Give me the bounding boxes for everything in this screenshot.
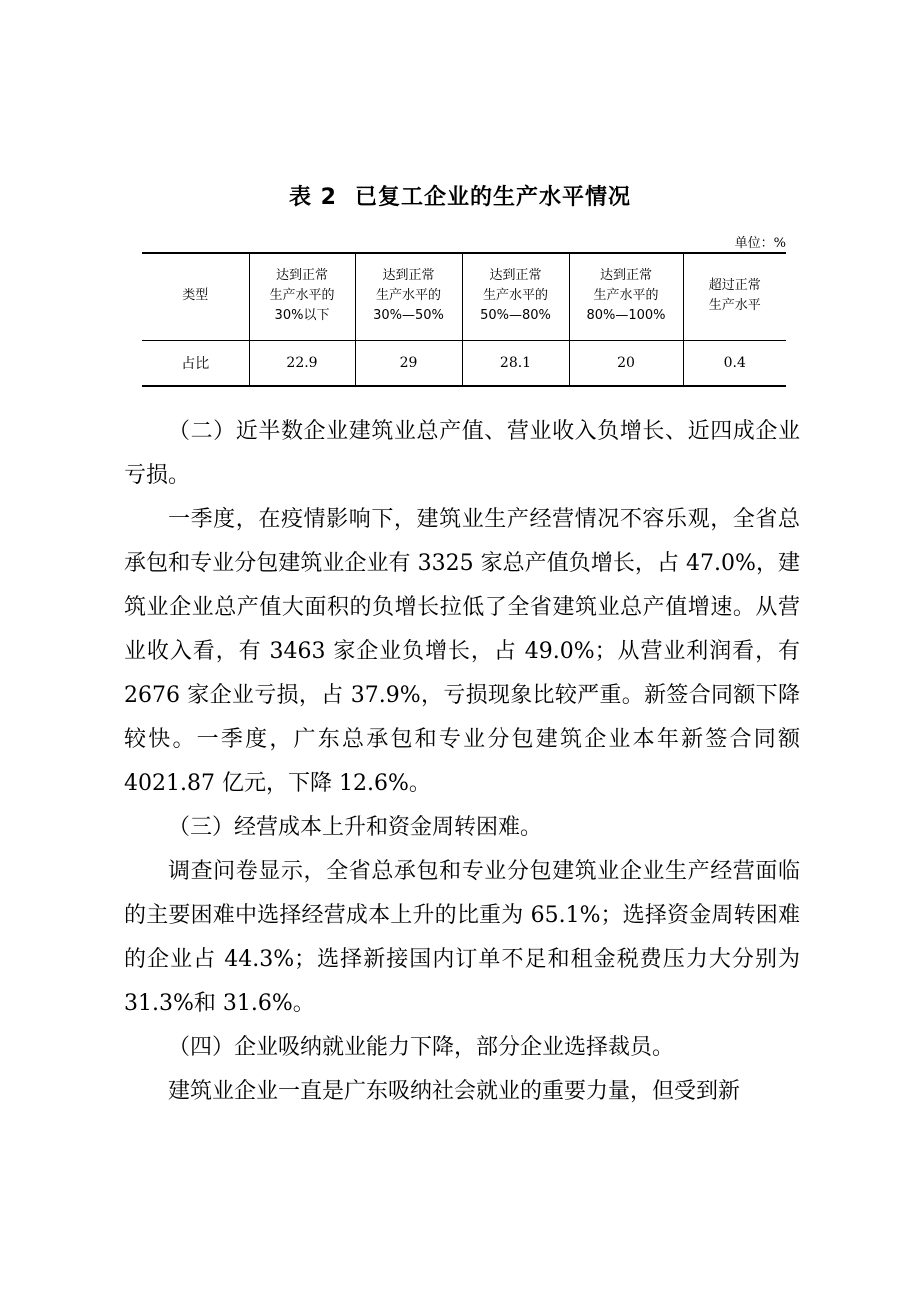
section-heading-3: （三）经营成本上升和资金周转困难。 [168,815,543,840]
table-header-row [142,252,786,341]
table-cell: 28.1 [462,341,569,386]
table-title-text: 已复工企业的生产水平情况 [354,185,631,210]
table-cell: 20 [569,341,683,386]
table-title [0,180,920,211]
production-level-table [142,252,786,385]
section-body-4: 建筑业企业一直是广东吸纳社会就业的重要力量，但受到新 [168,1079,741,1104]
table-cell: 占比 [181,356,210,372]
header-cell: 类型 [142,252,249,341]
table-cell: 22.9 [249,341,355,386]
section-body-3: 调查问卷显示，全省总承包和专业分包建筑业企业生产经营面临的主要困难中选择经营成本上升的比重为 65.1%；选择资金周转困难的企业占 44.3%；选择新接国内订单不足和租金税费压力大分别为 31.3%和 31.6%。 [124,859,800,1016]
table-bottom-rule [142,385,786,387]
section-heading-4: （四）企业吸纳就业能力下降，部分企业选择裁员。 [168,1035,675,1060]
table-row [142,341,786,386]
header-cell: 达到正常 生产水平的 80%—100% [569,252,683,341]
header-cell: 达到正常 生产水平的 30%以下 [249,252,355,341]
table-cell: 29 [355,341,462,386]
section-body-2: 一季度，在疫情影响下，建筑业生产经营情况不容乐观，全省总承包和专业分包建筑业企业有 3325 家总产值负增长，占 47.0%，建筑业企业总产值大面积的负增长拉低了全省建筑业总产值增速。从营业收入看，有 3463 家企业负增长，占 49.0%；从营业利润看，有 2676 家企业亏损，占 37.9%，亏损现象比较严重。新签合同额下降较快。一季度，广东总承包和专业分包建筑企业本年新签合同额 4021.87 亿元，下降 12.6%。 [124,507,800,796]
unit-label: 单位：% [734,236,786,251]
table-cell: 0.4 [683,341,786,386]
header-cell: 超过正常 生产水平 [683,252,786,341]
table-number: 表 2 [289,185,337,210]
section-heading-2: （二）近半数企业建筑业总产值、营业收入负增长、近四成企业亏损。 [124,419,800,488]
header-cell: 达到正常 生产水平的 30%—50% [355,252,462,341]
header-cell: 达到正常 生产水平的 50%—80% [462,252,569,341]
